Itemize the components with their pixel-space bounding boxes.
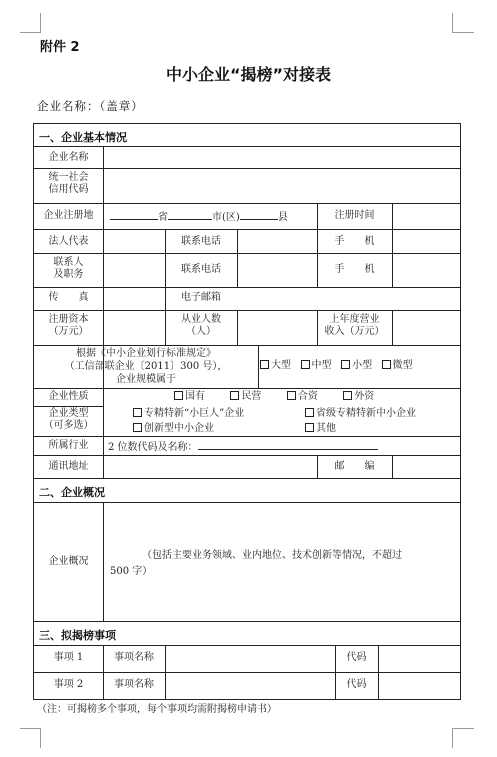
label-postcode: 邮 编 [334,461,375,472]
label-credit-code: 统一社会 信用代码 [48,172,89,195]
label-contact: 联系人 及职务 [53,257,84,280]
type-option-innovative[interactable]: 创新型中小企业 [133,423,214,435]
label-scale: 根据《中小企业划行标准规定》 （工信部联企业〔2011〕300 号）， 企业规模属于 [64,348,228,385]
label-revenue: 上年度营业 收入（万元） [324,314,385,337]
checkbox-joint[interactable]: 合资 [287,391,318,402]
crop-mark [452,728,474,729]
crop-mark [40,728,41,748]
label-capital: 注册资本 （万元） [48,314,89,337]
checkbox-small[interactable]: 小型 [341,360,372,371]
label-overview: 企业概况 [48,556,89,567]
type-option-other[interactable]: 其他 [305,423,336,435]
label-address: 通讯地址 [48,461,89,472]
item-1-code-label: 代码 [346,652,367,663]
item-2-label: 事项 2 [53,679,84,690]
label-phone-2: 联系电话 [181,264,221,275]
label-mobile-2: 手 机 [334,264,375,275]
type-option-little-giant[interactable]: 专精特新“小巨人”企业 [133,408,244,420]
page-title: 中小企业“揭榜”对接表 [165,65,332,84]
crop-mark [452,32,474,33]
label-fax: 传 真 [48,292,89,303]
label-industry: 所属行业 [48,440,89,451]
checkbox-private[interactable]: 民营 [230,391,261,402]
checkbox-state-owned[interactable]: 国有 [174,391,205,402]
label-email: 电子邮箱 [181,292,221,303]
checkbox-micro[interactable]: 微型 [382,360,413,371]
overview-hint: （包括主要业务领域、业内地位、技术创新等情况，不超过 500 字） [110,550,402,577]
checkbox-medium[interactable]: 中型 [301,360,332,371]
scale-options [260,360,413,372]
crop-mark [20,32,41,33]
label-reg-address: 企业注册地 [43,210,94,221]
crop-mark [20,728,41,729]
label-company-type: 企业类型 （可多选） [43,408,94,431]
label-reg-time: 注册时间 [334,210,375,221]
crop-mark [452,13,453,33]
item-2-name-label: 事项名称 [114,679,154,690]
footnote: （注：可揭榜多个事项，每个事项均需附揭榜申请书） [37,704,277,715]
checkbox-large[interactable]: 大型 [260,360,291,371]
label-phone: 联系电话 [181,236,221,247]
section-basic-info: 一、企业基本情况 [39,131,127,144]
label-nature: 企业性质 [48,391,89,402]
nature-options [174,391,374,403]
attachment-label: 附件 2 [40,40,80,55]
label-employees: 从业人数 （人） [181,314,221,337]
item-1-label: 事项 1 [53,652,84,663]
type-option-provincial[interactable]: 省级专精特新中小企业 [305,408,416,420]
label-mobile: 手 机 [334,236,375,247]
item-1-name-label: 事项名称 [114,652,154,663]
company-name-line: 企业名称：（盖章） [37,99,144,113]
item-2-code-label: 代码 [346,679,367,690]
section-overview: 二、企业概况 [39,486,105,499]
label-company-name: 企业名称 [48,152,89,163]
reg-address-fields: 省 市(区) 县 [110,210,288,224]
crop-mark [40,13,41,33]
checkbox-foreign[interactable]: 外资 [343,391,374,402]
industry-code: 2 位数代码及名称： [108,440,378,454]
section-items: 三、拟揭榜事项 [39,629,116,642]
crop-mark [452,728,453,748]
label-legal-rep: 法人代表 [48,236,89,247]
docking-form [33,123,461,700]
